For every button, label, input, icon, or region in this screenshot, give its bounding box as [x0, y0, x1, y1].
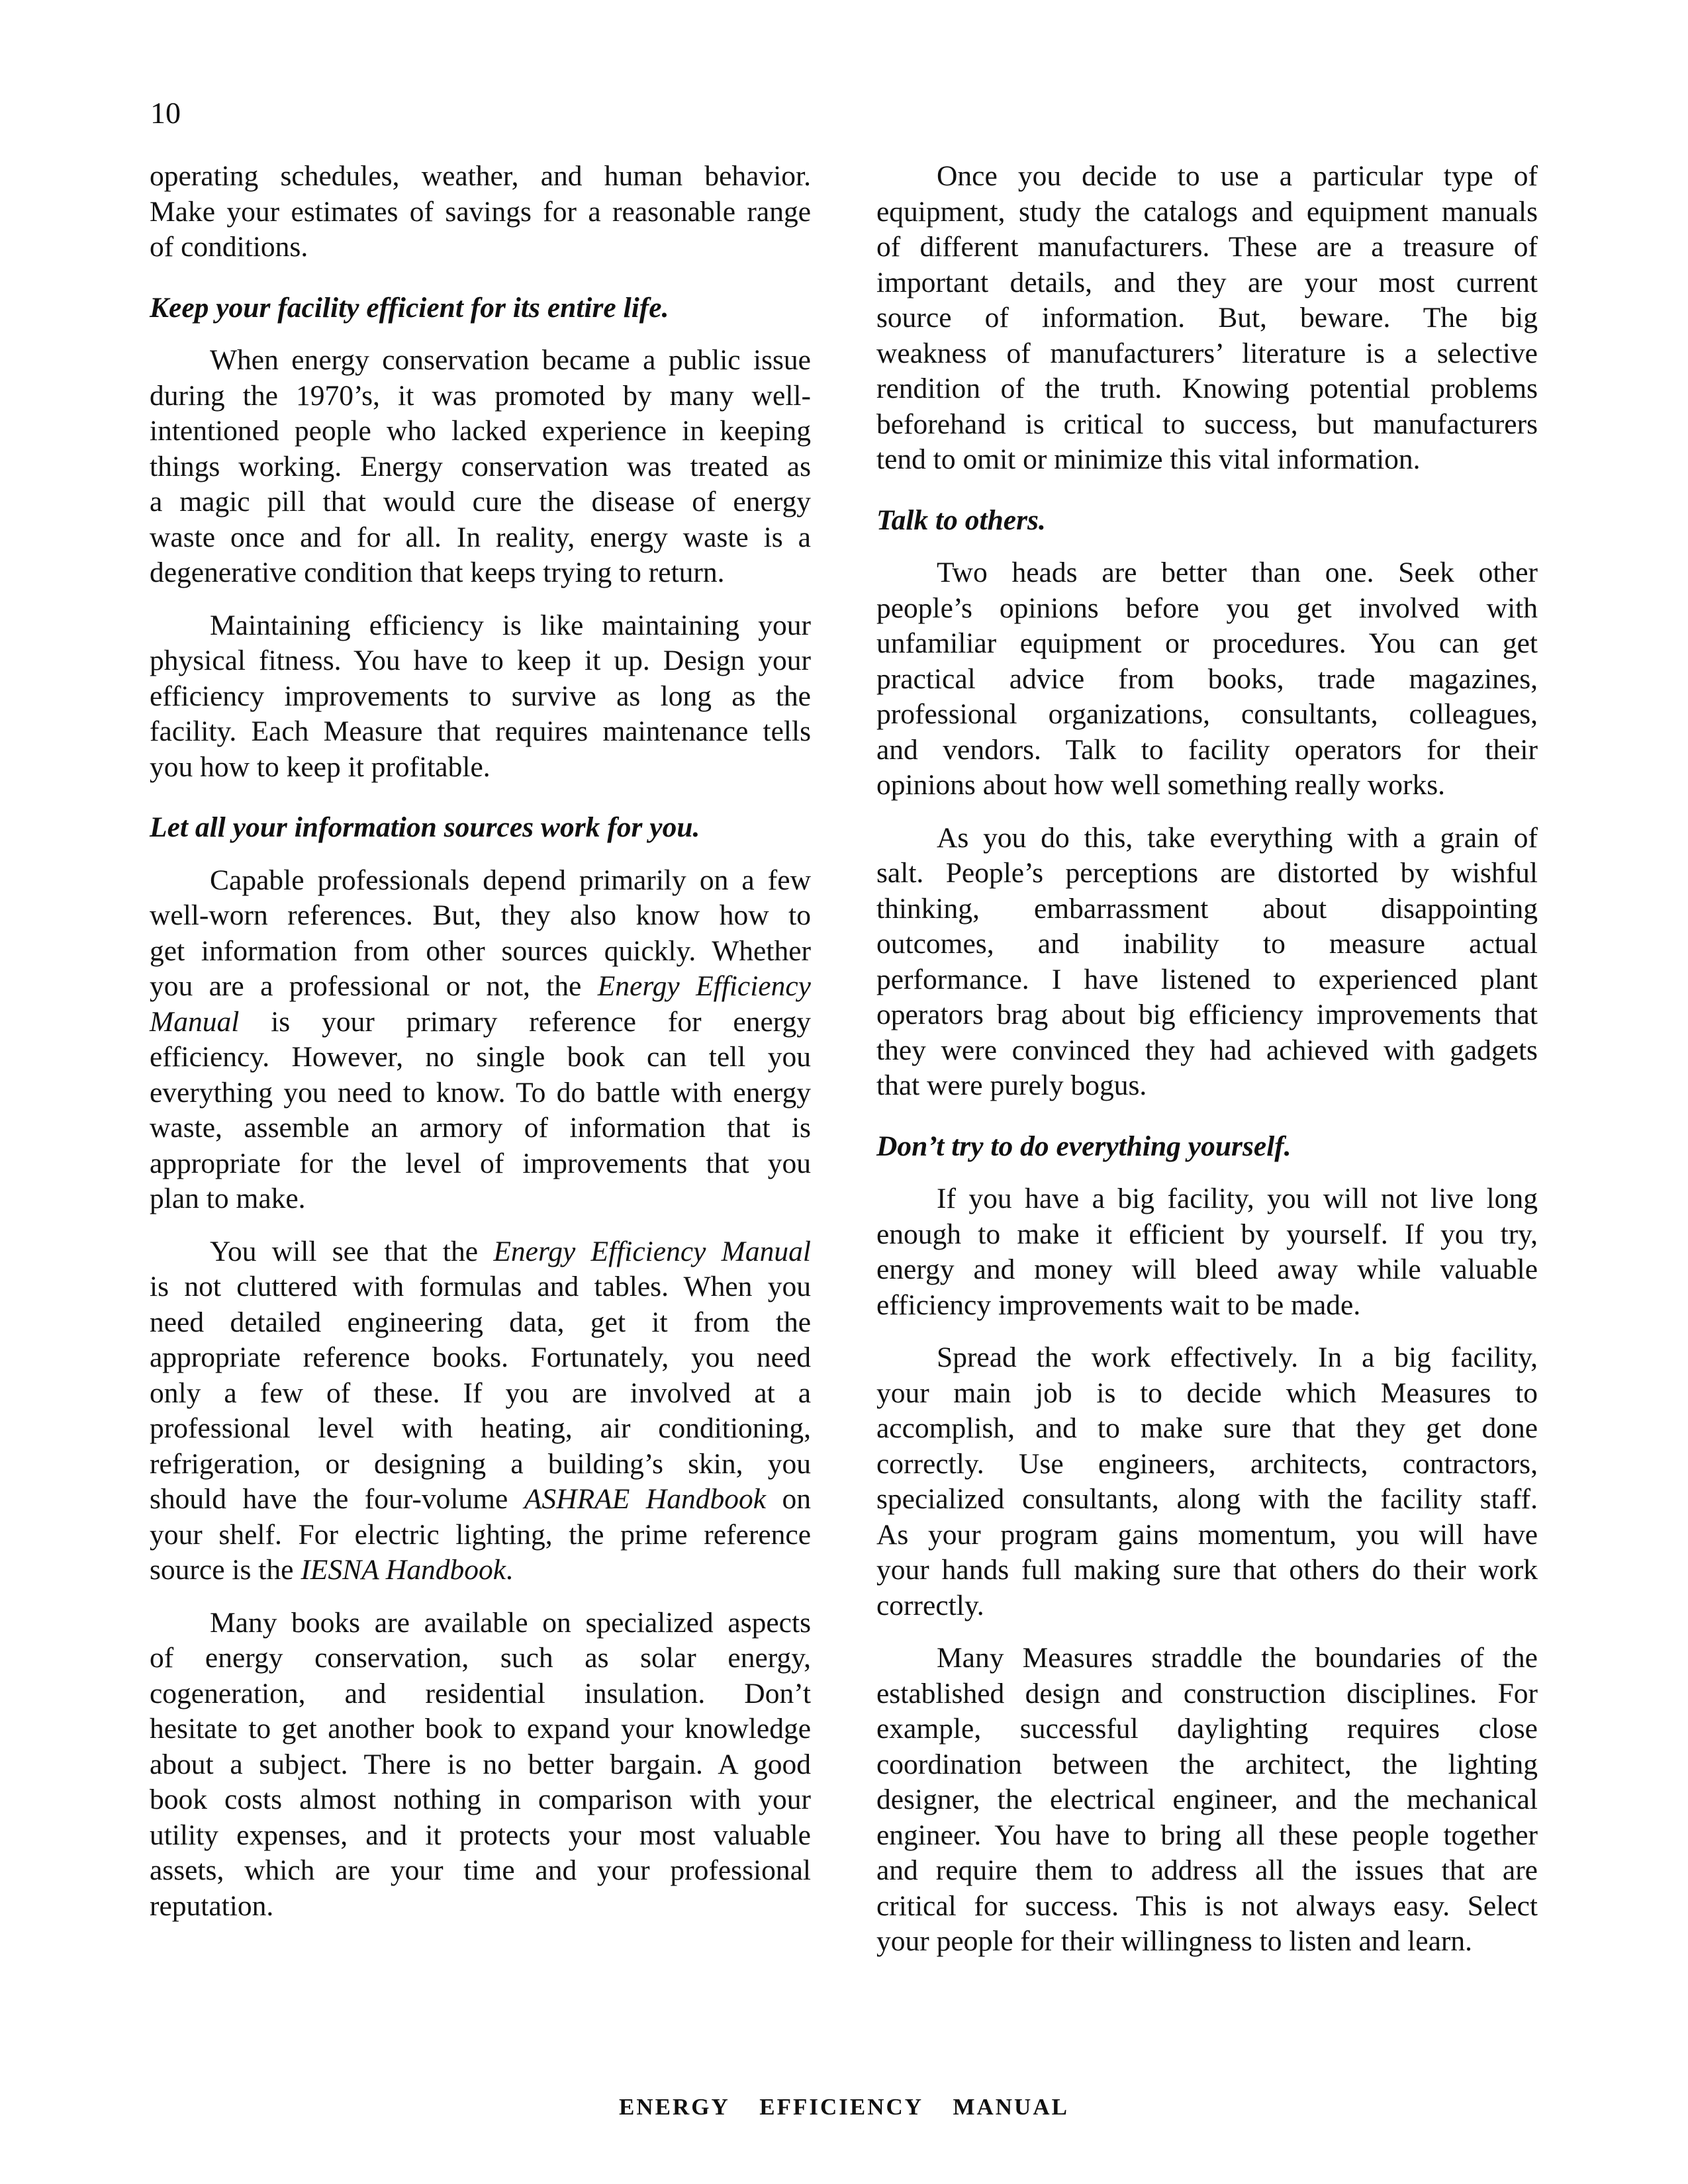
text-line: need detailed engineering data, get it from the — [150, 1306, 811, 1338]
text-line: about a subject. There is no better bargain. A good — [150, 1748, 811, 1780]
text-line: only a few of these. If you are involved at a — [150, 1377, 811, 1409]
text-line: correctly. Use engineers, architects, contractors, — [876, 1447, 1538, 1480]
text-line: your shelf. For electric lighting, the prime reference — [150, 1518, 811, 1551]
text-line: hesitate to get another book to expand your knowledge — [150, 1713, 811, 1745]
text-line: accomplish, and to make sure that they get done — [876, 1412, 1538, 1444]
text-line: you how to keep it profitable. — [150, 751, 491, 783]
text-line: Many Measures straddle the boundaries of the — [937, 1642, 1538, 1674]
text-line: physical fitness. You have to keep it up. Design your — [150, 645, 811, 676]
text-line: established design and construction disciplines. For — [876, 1677, 1538, 1709]
text-line: plan to make. — [150, 1183, 306, 1214]
text-line: well-worn references. But, they also know how to — [150, 899, 811, 931]
text-line: Manual is your primary reference for energy — [150, 1005, 811, 1038]
book-title: Energy Efficiency Manual — [493, 1235, 811, 1267]
text-line: during the 1970’s, it was promoted by many well- — [150, 379, 811, 412]
text-line: If you have a big facility, you will not live long — [937, 1183, 1538, 1214]
text-line: practical advice from books, trade magazines, — [876, 662, 1538, 695]
text-line: example, successful daylighting requires close — [876, 1713, 1538, 1745]
text-line: Make your estimates of savings for a reasonable range — [150, 195, 811, 228]
body-paragraph — [150, 1606, 811, 1925]
body-paragraph — [876, 555, 1538, 803]
text-line: everything you need to know. To do battle with energy — [150, 1076, 811, 1109]
text-line: of conditions. — [150, 231, 308, 263]
text-line: Spread the work effectively. In a big facility, — [937, 1342, 1538, 1373]
text-line: degenerative condition that keeps trying to return. — [150, 557, 725, 588]
text-line: beforehand is critical to success, but manufacturers — [876, 408, 1538, 440]
body-paragraph — [150, 608, 811, 786]
book-title: Manual — [150, 1005, 240, 1038]
text-line: appropriate for the level of improvements that you — [150, 1147, 811, 1179]
text-line: professional organizations, consultants, colleagues, — [876, 698, 1538, 730]
section-heading: Don’t try to do everything yourself. — [876, 1130, 1291, 1162]
text-line: and require them to address all the issues that are — [876, 1854, 1538, 1886]
text-line: efficiency improvements wait to be made. — [876, 1289, 1361, 1321]
text-line: that were purely bogus. — [876, 1069, 1147, 1101]
text-line: utility expenses, and it protects your most valuable — [150, 1819, 811, 1851]
body-paragraph — [876, 1641, 1538, 1960]
text-line: efficiency. However, no single book can tell you — [150, 1041, 811, 1073]
book-title: Energy Efficiency — [597, 970, 811, 1002]
body-paragraph — [876, 1181, 1538, 1323]
text-line: intentioned people who lacked experience in keeping — [150, 415, 811, 447]
left-column — [150, 159, 811, 1924]
text-line: designer, the electrical engineer, and the mechanical — [876, 1784, 1538, 1815]
text-line: waste, assemble an armory of information that is — [150, 1112, 811, 1144]
text-line: is not cluttered with formulas and tables. When you — [150, 1271, 811, 1302]
text-line: waste once and for all. In reality, energy waste is a — [150, 521, 811, 553]
text-line: and vendors. Talk to facility operators for their — [876, 733, 1538, 766]
text-line: equipment, study the catalogs and equipment manuals — [876, 195, 1538, 228]
text-line: rendition of the truth. Knowing potential problems — [876, 373, 1538, 404]
text-line: opinions about how well something really works. — [876, 769, 1446, 801]
text-line: efficiency improvements to survive as long as the — [150, 680, 811, 712]
body-paragraph — [876, 1340, 1538, 1623]
body-paragraph — [150, 159, 811, 265]
body-paragraph — [150, 863, 811, 1217]
text-line: outcomes, and inability to measure actual — [876, 928, 1538, 960]
body-paragraph — [876, 159, 1538, 478]
text-line: As your program gains momentum, you will have — [876, 1518, 1538, 1551]
body-paragraph — [876, 821, 1538, 1104]
text-line: You will see that the Energy Efficiency Manual — [210, 1235, 811, 1267]
text-line: unfamiliar equipment or procedures. You can get — [876, 627, 1538, 659]
text-line: tend to omit or minimize this vital information. — [876, 443, 1421, 475]
text-line: engineer. You have to bring all these people together — [876, 1819, 1538, 1851]
text-line: operating schedules, weather, and human behavior. — [150, 160, 811, 192]
text-line: When energy conservation became a public issue — [210, 344, 811, 376]
text-line: people’s opinions before you get involved with — [876, 592, 1538, 624]
text-line: a magic pill that would cure the disease of energy — [150, 486, 811, 518]
section-heading: Talk to others. — [876, 504, 1046, 536]
text-line: your hands full making sure that others do their work — [876, 1554, 1538, 1586]
body-paragraph — [150, 1234, 811, 1588]
text-line: your main job is to decide which Measures to — [876, 1377, 1538, 1409]
text-line: weakness of manufacturers’ literature is a selective — [876, 337, 1538, 369]
running-footer: ENERGY EFFICIENCY MANUAL — [619, 2094, 1069, 2120]
text-line: Two heads are better than one. Seek other — [937, 557, 1538, 588]
text-line: coordination between the architect, the lighting — [876, 1748, 1538, 1780]
right-column — [876, 159, 1538, 1960]
text-line: salt. People’s perceptions are distorted by wishful — [876, 857, 1538, 889]
page-number: 10 — [150, 96, 181, 130]
text-line: of energy conservation, such as solar energy, — [150, 1642, 811, 1674]
text-line: Capable professionals depend primarily on a few — [210, 864, 811, 896]
text-line: appropriate reference books. Fortunately, you need — [150, 1342, 811, 1373]
text-line: enough to make it efficient by yourself. If you try, — [876, 1218, 1538, 1250]
book-title: ASHRAE Handbook — [524, 1483, 766, 1515]
text-line: performance. I have listened to experienced plant — [876, 963, 1538, 995]
text-line: source of information. But, beware. The big — [876, 302, 1538, 334]
text-line: should have the four-volume ASHRAE Handbook on — [150, 1483, 811, 1515]
text-line: of different manufacturers. These are a treasure of — [876, 231, 1538, 263]
text-line: correctly. — [876, 1589, 984, 1621]
text-line: professional level with heating, air conditioning, — [150, 1412, 811, 1444]
text-line: reputation. — [150, 1889, 274, 1922]
text-line: As you do this, take everything with a grain of — [937, 821, 1538, 854]
text-line: thinking, embarrassment about disappointing — [876, 892, 1538, 925]
text-line: source is the IESNA Handbook. — [150, 1554, 513, 1586]
book-title: IESNA Handbook — [301, 1554, 506, 1586]
section-heading: Let all your information sources work for you. — [150, 811, 700, 843]
text-line: book costs almost nothing in comparison with your — [150, 1784, 811, 1815]
text-line: operators brag about big efficiency improvements that — [876, 999, 1538, 1030]
text-line: get information from other sources quickly. Whether — [150, 934, 811, 967]
body-paragraph — [150, 343, 811, 591]
text-line: cogeneration, and residential insulation. Don’t — [150, 1677, 811, 1709]
text-line: facility. Each Measure that requires maintenance tells — [150, 715, 811, 747]
text-line: important details, and they are your most current — [876, 266, 1538, 298]
text-line: assets, which are your time and your professional — [150, 1854, 811, 1886]
text-line: your people for their willingness to listen and learn. — [876, 1925, 1472, 1957]
section-heading: Keep your facility efficient for its entire life. — [150, 291, 669, 324]
text-line: Once you decide to use a particular type of — [937, 160, 1538, 192]
text-line: critical for success. This is not always easy. Select — [876, 1889, 1538, 1922]
text-line: Many books are available on specialized aspects — [210, 1606, 811, 1639]
text-line: energy and money will bleed away while valuable — [876, 1253, 1538, 1285]
text-line: things working. Energy conservation was treated as — [150, 450, 811, 482]
text-line: they were convinced they had achieved with gadgets — [876, 1034, 1538, 1066]
text-line: refrigeration, or designing a building’s skin, you — [150, 1447, 811, 1480]
text-line: specialized consultants, along with the facility staff. — [876, 1483, 1538, 1515]
text-line: you are a professional or not, the Energy Efficiency — [150, 970, 811, 1002]
text-line: Maintaining efficiency is like maintaining your — [210, 609, 811, 641]
